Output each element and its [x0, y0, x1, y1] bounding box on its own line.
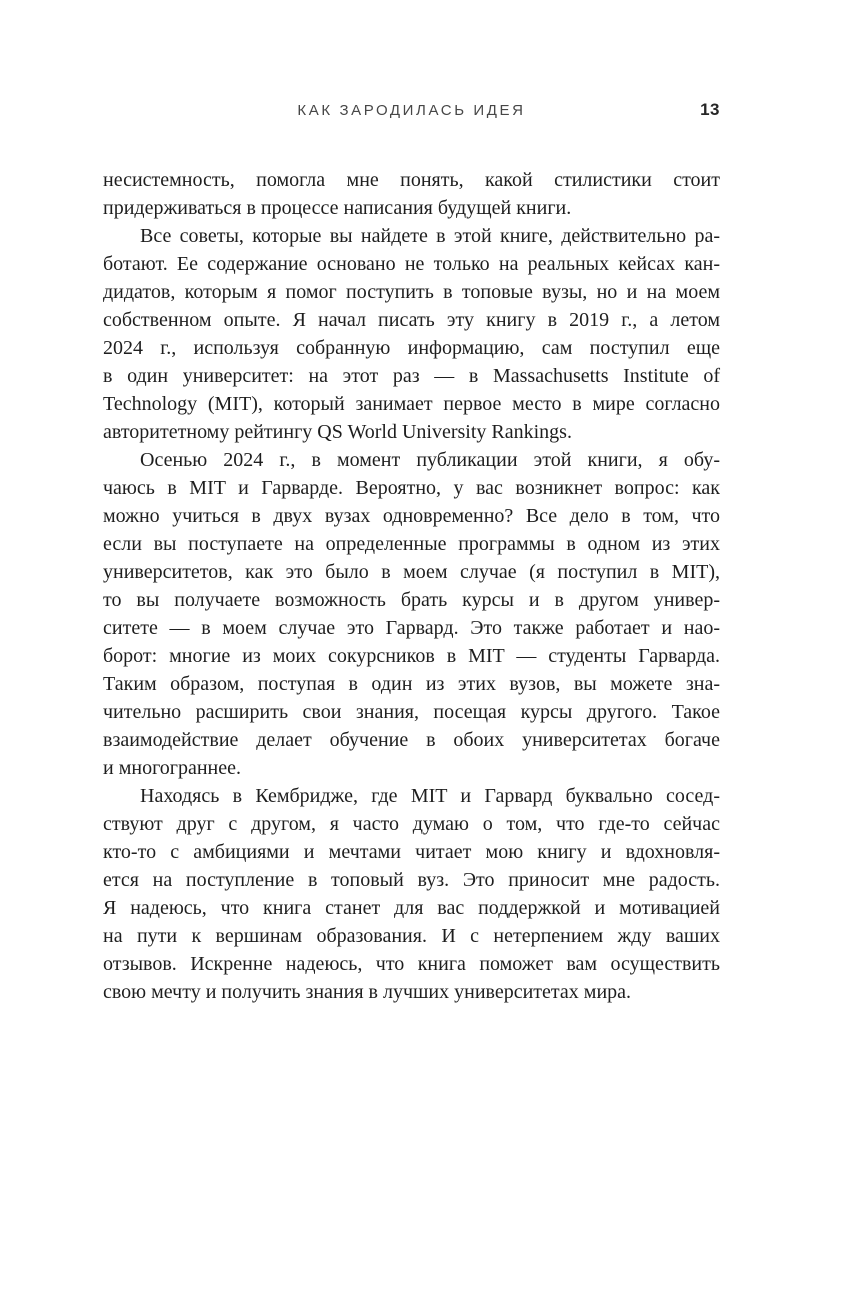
text-line: и многограннее. [103, 757, 242, 779]
text-line: авторитетному рейтингу QS World University Rankings. [103, 421, 572, 443]
text-line: университетов, как это было в моем случае (я поступил в MIT), [103, 561, 720, 583]
text-line: 2024 г., используя собранную информацию, сам поступил еще [103, 337, 720, 359]
text-line: чительно расширить свои знания, посещая курсы другого. Такое [103, 701, 720, 723]
text-line: чаюсь в MIT и Гарварде. Вероятно, у вас возникнет вопрос: как [103, 477, 720, 499]
text-line: собственном опыте. Я начал писать эту книгу в 2019 г., а летом [103, 309, 720, 331]
text-line: Technology (MIT), который занимает первое место в мире согласно [103, 393, 720, 415]
text-line: борот: многие из моих сокурсников в MIT — студенты Гарварда. [103, 645, 720, 667]
text-line: ботают. Ее содержание основано не только на реальных кейсах кан- [103, 253, 720, 275]
text-line: придерживаться в процессе написания будущей книги. [103, 197, 572, 219]
text-line: в один университет: на этот раз — в Massachusetts Institute of [103, 365, 720, 387]
running-header [103, 100, 720, 122]
text-line: то вы получаете возможность брать курсы и в другом универ- [103, 589, 720, 611]
text-line: Осенью 2024 г., в момент публикации этой книги, я обу- [140, 449, 720, 471]
paragraph [103, 166, 720, 222]
running-header-title: КАК ЗАРОДИЛАСЬ ИДЕЯ [297, 102, 526, 119]
text-line: Таким образом, поступая в один из этих вузов, вы можете зна- [103, 673, 720, 695]
text-line: ется на поступление в топовый вуз. Это приносит мне радость. [103, 869, 720, 891]
text-line: несистемность, помогла мне понять, какой стилистики стоит [103, 169, 720, 191]
text-line: отзывов. Искренне надеюсь, что книга поможет вам осуществить [103, 953, 720, 975]
text-line: дидатов, которым я помог поступить в топовые вузы, но и на моем [103, 281, 720, 303]
paragraph [103, 782, 720, 1006]
text-line: ствуют друг с другом, я часто думаю о том, что где-то сейчас [103, 813, 720, 835]
text-line: ситете — в моем случае это Гарвард. Это также работает и нао- [103, 617, 720, 639]
text-line: если вы поступаете на определенные программы в одном из этих [103, 533, 720, 555]
text-line: на пути к вершинам образования. И с нетерпением жду ваших [103, 925, 720, 947]
paragraph [103, 222, 720, 446]
text-line: можно учиться в двух вузах одновременно? Все дело в том, что [103, 505, 720, 527]
text-line: кто-то с амбициями и мечтами читает мою книгу и вдохновля- [103, 841, 720, 863]
page-body [103, 166, 720, 1006]
text-line: взаимодействие делает обучение в обоих университетах богаче [103, 729, 720, 751]
text-line: Находясь в Кембридже, где MIT и Гарвард буквально сосед- [140, 785, 720, 807]
text-line: свою мечту и получить знания в лучших университетах мира. [103, 981, 632, 1003]
text-line: Я надеюсь, что книга станет для вас поддержкой и мотивацией [103, 897, 720, 919]
page-number: 13 [700, 100, 720, 119]
paragraph [103, 446, 720, 782]
text-line: Все советы, которые вы найдете в этой книге, действительно ра- [140, 225, 720, 247]
